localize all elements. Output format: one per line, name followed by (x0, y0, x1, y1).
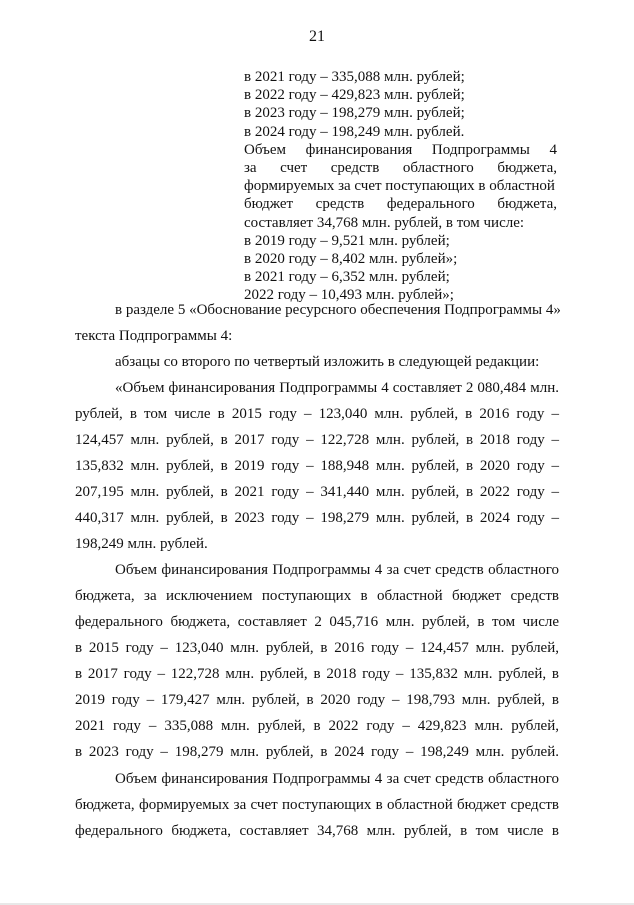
text-line: 440,317 млн. рублей, в 2023 году – 198,279 млн. рублей, в 2024 году – (75, 510, 559, 526)
text-line: рублей, в том числе в 2015 году – 123,040 млн. рублей, в 2016 году – (75, 406, 559, 422)
text-line: Объем финансирования Подпрограммы 4 за счет средств областного (115, 771, 559, 787)
table-line: бюджет средств федерального бюджета, (244, 196, 557, 213)
table-line: составляет 34,768 млн. рублей, в том числе: (244, 214, 525, 231)
text-line: «Объем финансирования Подпрограммы 4 составляет 2 080,484 млн. (115, 380, 559, 396)
text-line: федерального бюджета, составляет 34,768 млн. рублей, в том числе в (75, 823, 559, 839)
table-cell-financing (244, 68, 557, 305)
text-line: абзацы со второго по четвертый изложить в следующей редакции: (115, 354, 540, 370)
text-line: федерального бюджета, составляет 2 045,716 млн. рублей, в том числе (75, 614, 559, 630)
table-line: в 2019 году – 9,521 млн. рублей; (244, 232, 450, 249)
table-line: в 2024 году – 198,249 млн. рублей. (244, 123, 465, 140)
text-line: в 2015 году – 123,040 млн. рублей, в 2016 году – 124,457 млн. рублей, (75, 640, 559, 656)
text-line: 2019 году – 179,427 млн. рублей, в 2020 году – 198,793 млн. рублей, в (75, 692, 559, 708)
text-line: бюджета, за исключением поступающих в областной бюджет средств (75, 588, 559, 604)
text-line: бюджета, формируемых за счет поступающих в областной бюджет средств (75, 797, 559, 813)
table-line: в 2021 году – 335,088 млн. рублей; (244, 69, 465, 85)
table-line: формируемых за счет поступающих в областной (244, 178, 555, 195)
table-line: в 2021 году – 6,352 млн. рублей; (244, 269, 450, 286)
text-line: 207,195 млн. рублей, в 2021 году – 341,440 млн. рублей, в 2022 году – (75, 484, 559, 500)
page-number: 21 (309, 28, 325, 45)
text-line: в разделе 5 «Обоснование ресурсного обеспечения Подпрограммы 4» (115, 302, 561, 318)
text-line: Объем финансирования Подпрограммы 4 за счет средств областного (115, 562, 559, 578)
table-line: в 2023 году – 198,279 млн. рублей; (244, 105, 465, 122)
text-line: в 2017 году – 122,728 млн. рублей, в 2018 году – 135,832 млн. рублей, в (75, 666, 559, 682)
table-line: Объем финансирования Подпрограммы 4 (244, 141, 557, 158)
text-line: 2021 году – 335,088 млн. рублей, в 2022 году – 429,823 млн. рублей, (75, 718, 559, 734)
table-line: в 2020 году – 8,402 млн. рублей»; (244, 251, 458, 268)
text-line: 135,832 млн. рублей, в 2019 году – 188,948 млн. рублей, в 2020 году – (75, 458, 559, 474)
table-line: за счет средств областного бюджета, (244, 160, 557, 177)
text-line: 198,249 млн. рублей. (75, 536, 208, 552)
text-line: текста Подпрограммы 4: (75, 328, 233, 344)
table-line: в 2022 году – 429,823 млн. рублей; (244, 87, 465, 104)
text-line: 124,457 млн. рублей, в 2017 году – 122,728 млн. рублей, в 2018 году – (75, 432, 559, 448)
text-line: в 2023 году – 198,279 млн. рублей, в 2024 году – 198,249 млн. рублей. (75, 744, 559, 760)
table-line: 2022 году – 10,493 млн. рублей»; (244, 287, 454, 304)
